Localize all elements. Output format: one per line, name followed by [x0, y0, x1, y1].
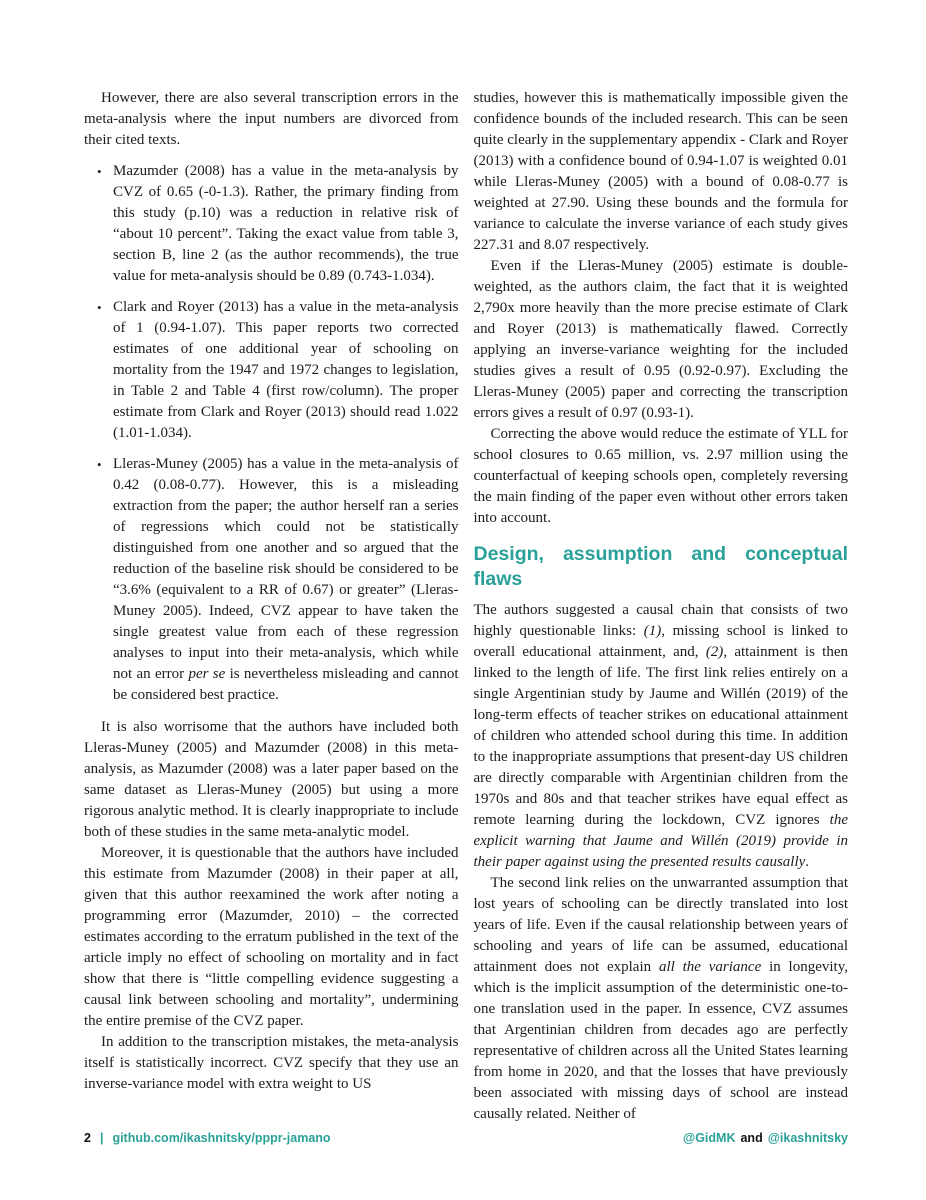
bullet-marker: •	[97, 300, 102, 315]
footer-right	[683, 1131, 848, 1145]
paragraph-even-if: Even if the Lleras-Muney (2005) estimate is double-weighted, as the authors claim, the fact that it is weighted 2,790x more heavily than the more precise estimate of Clark and Royer (2013) is mathematically flawed. Correctly applying an inverse-variance weighting for the included studies gives a result of 0.95 (0.92-0.97). Excluding the Lleras-Muney (2005) paper and correcting the transcription errors gives a result of 0.97 (0.93-1).	[473, 258, 848, 421]
list-item-text: Mazumder (2008) has a value in the meta-analysis by CVZ of 0.65 (-0-1.3). Rather, the primary finding from this study (p.10) was a reduction in relative risk of “about 10 percent”. Taking the exact value from table 3, section B, line 2 (as the author recommends), the true value for meta-analysis should be 0.89 (0.743-1.034).	[113, 163, 459, 284]
paragraph-studies-continuation: studies, however this is mathematically impossible given the confidence bounds of the included research. This can be seen quite clearly in the supplementary appendix - Clark and Royer (2013) with a confidence bound of 0.94-1.07 is weighted 0.01 while Lleras-Muney (2005) with a bound of 0.08-0.77 is weighted at 27.90. Using these bounds and the formula for variance to calculate the inverse variance of each study gives 227.31 and 8.07 respectively.	[473, 90, 848, 253]
repo-link[interactable]: github.com/ikashnitsky/pppr-jamano	[112, 1131, 331, 1145]
page-footer	[84, 1131, 848, 1145]
text-columns	[84, 88, 848, 1125]
list-item-clark-royer	[97, 297, 459, 444]
paragraph-intro: However, there are also several transcription errors in the meta-analysis where the input numbers are divorced from their cited texts.	[84, 90, 459, 148]
bullet-marker: •	[97, 164, 102, 179]
footer-separator: |	[99, 1131, 104, 1145]
bullet-marker: •	[97, 457, 102, 472]
section-heading: Design, assumption and conceptual flaws	[473, 543, 848, 590]
paragraph-worrisome: It is also worrisome that the authors have included both Lleras-Muney (2005) and Mazumder (2008) in this meta-analysis, as Mazumder (2008) was a later paper based on the same dataset as Lleras-Muney (2005) but using a more rigorous analytic method. It is clearly inappropriate to include both of these studies in the same meta-analytic model.	[84, 719, 459, 840]
list-item-lleras-muney	[97, 454, 459, 706]
author-handle-ikashnitsky[interactable]: @ikashnitsky	[767, 1131, 848, 1145]
paragraph-correcting: Correcting the above would reduce the estimate of YLL for school closures to 0.65 million, vs. 2.97 million using the counterfactual of keeping schools open, completely reversing the main finding of the paper even without other errors taken into account.	[473, 426, 848, 526]
left-column	[84, 88, 459, 1125]
paragraph-causal-chain: The authors suggested a causal chain that consists of two highly questionable links: (1), missing school is linked to overall educational attainment, and, (2), attainment is then linked to the length of life. The first link relies entirely on a single Argentinian study by Jaume and Willén (2019) of the long-term effects of teacher strikes on educational attainment of children who attended school during this time. In addition to the inappropriate assumptions that present-day US children are directly comparable with Argentinian children from the 1970s and 80s and that teacher strikes have equal effect as remote learning during the lockdown, CVZ ignores the explicit warning that Jaume and Willén (2019) provide in their paper against using the presented results causally.	[473, 602, 848, 870]
list-item-text: Clark and Royer (2013) has a value in the meta-analysis of 1 (0.94-1.07). This paper reports two corrected estimates of one additional year of schooling on mortality from the 1947 and 1972 changes to legislation, in Table 2 and Table 4 (first row/column). The proper estimate from Clark and Royer (2013) should read 1.022 (1.01-1.034).	[113, 299, 459, 441]
list-item-text: Lleras-Muney (2005) has a value in the meta-analysis of 0.42 (0.08-0.77). However, this is a misleading extraction from the paper; the author herself ran a series of regressions which could not be statistically distinguished from one another and so argued that the reduction of the baseline risk should be considered to be “3.6% (equivalent to a RR of 0.67) or greater” (Lleras-Muney 2005). Indeed, CVZ appear to have taken the single greatest value from each of these regression analyses to input into their meta-analysis, which while not an error per se is nevertheless misleading and cannot be considered best practice.	[113, 456, 459, 703]
footer-left	[84, 1131, 331, 1145]
paragraph-moreover: Moreover, it is questionable that the authors have included this estimate from Mazumder (2008) in their paper at all, given that this author reexamined the work after noting a programming error (Mazumder, 2010) – the corrected estimates according to the erratum published in the text of the article imply no effect of schooling on mortality and in fact show that there is “little compelling evidence suggesting a causal link between schooling and mortality”, undermining the entire premise of the CVZ paper.	[84, 845, 459, 1029]
right-column	[474, 88, 849, 1125]
footer-conjunction: and	[740, 1131, 763, 1145]
page-number: 2	[84, 1131, 91, 1145]
list-item-mazumder	[97, 161, 459, 287]
bullet-list	[84, 161, 459, 706]
paragraph-second-link: The second link relies on the unwarranted assumption that lost years of schooling can be directly translated into lost years of life. Even if the causal relationship between years of schooling and years of life can be assumed, educational attainment does not explain all the variance in longevity, which is the implicit assumption of the deterministic one-to-one translation used in the paper. In essence, CVZ assumes that Argentinian children from decades ago are perfectly representative of children across all the United States learning from home in 2020, and that the losses that have previously been associated with missing days of school are instead causally related. Neither of	[473, 875, 848, 1122]
paragraph-in-addition: In addition to the transcription mistakes, the meta-analysis itself is statistically incorrect. CVZ specify that they use an inverse-variance model with extra weight to US	[84, 1034, 459, 1092]
author-handle-gidmk[interactable]: @GidMK	[683, 1131, 736, 1145]
